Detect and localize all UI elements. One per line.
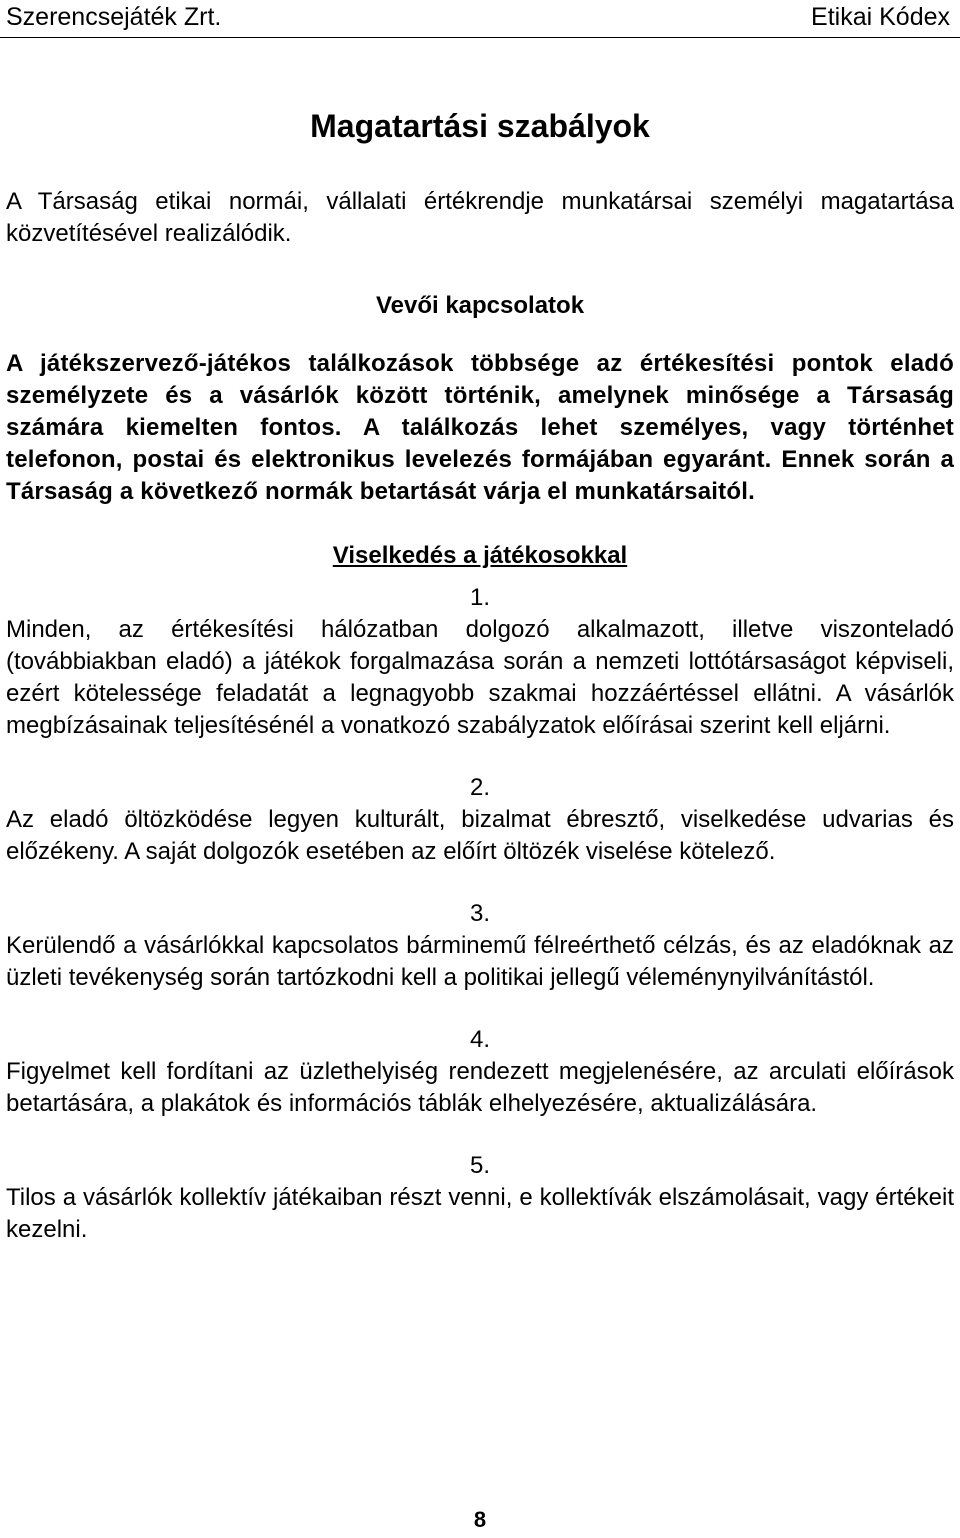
rule-item [6,772,954,868]
header-company: Szerencsejáték Zrt. [6,3,222,31]
rule-text: Kerülendő a vásárlókkal kapcsolatos bárminemű félreérthető célzás, és az eladóknak az üzleti tevékenység során tartózkodni kell a politikai jellegű véleménynyilvánítástól. [6,932,954,991]
intro-paragraph: A Társaság etikai normái, vállalati értékrendje munkatársai személyi magatartása közvetítésével realizálódik. [6,188,954,247]
rule-text: Figyelmet kell fordítani az üzlethelyiség rendezett megjelenésére, az arculati előírások betartására, a plakátok és információs táblák elhelyezésére, aktualizálására. [6,1058,954,1117]
rule-text: Tilos a vásárlók kollektív játékaiban részt venni, e kollektívák elszámolásait, vagy értékeit kezelni. [6,1184,954,1243]
page-header [0,0,960,38]
rule-number: 1. [469,584,490,611]
subheading: Viselkedés a játékosokkal [332,542,628,569]
rule-number: 5. [469,1152,490,1179]
rule-text: Az eladó öltözködése legyen kulturált, bizalmat ébresztő, viselkedése udvarias és előzékeny. A saját dolgozók esetében az előírt öltözék viselése kötelező. [6,806,954,865]
rule-number: 4. [469,1026,490,1053]
rule-item [6,582,954,742]
rule-item [6,1150,954,1246]
section-title: Vevői kapcsolatok [375,292,585,319]
rule-number: 3. [469,900,490,927]
rule-number: 2. [469,774,490,801]
header-document-title: Etikai Kódex [811,3,950,31]
page-content [6,106,954,1276]
page-number: 8 [473,1507,487,1532]
page-title: Magatartási szabályok [310,108,650,144]
rule-item [6,898,954,994]
rule-item [6,1024,954,1120]
section-paragraph: A játékszervező-játékos találkozások többsége az értékesítési pontok eladó személyzete és a vásárlók között történik, amelynek minősége a Társaság számára kiemelten fontos. A találkozás lehet személyes, vagy történhet telefonon, postai és elektronikus levelezés formájában egyaránt. Ennek során a Társaság a következő normák betartását várja el munkatársaitól. [6,350,954,505]
rule-text: Minden, az értékesítési hálózatban dolgozó alkalmazott, illetve viszonteladó (továbbiakban eladó) a játékok forgalmazása során a nemzeti lottótársaságot képviseli, ezért kötelessége feladatát a legnagyobb szakmai hozzáértéssel ellátni. A vásárlók megbízásainak teljesítésénél a vonatkozó szabályzatok előírásai szerint kell eljárni. [6,616,954,739]
